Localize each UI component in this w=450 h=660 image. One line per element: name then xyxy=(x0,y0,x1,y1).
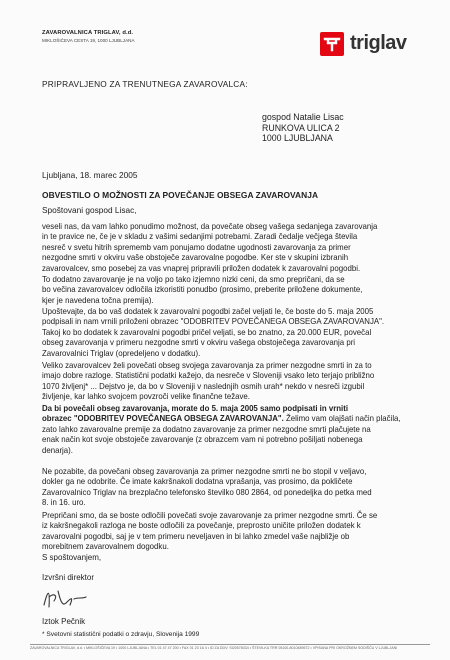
paragraph-reminder: Ne pozabite, da povečani obseg zavarovanja za primer nezgodne smrti ne bo stopil v veljavo, dokler ga ne odobrite. Če imate kakršnakoli dodatna vprašanja, vas prosimo, da pokličete Zavarovalnico Triglav na brezplačno telefonsko številko 080 2864, od ponedeljka do petka med 8. in 16. uro. xyxy=(42,467,372,508)
paragraph-conclusion: Prepričani smo, da se boste odločili povečati svoje zavarovanje za primer nezgodne smrti. Če se iz kakršnegakoli razloga ne boste odločili za povečanje, preprosto uničite priložen dodatek k zavarovalni pogodbi, saj je v tem primeru neveljaven in bi lahko zmedel vaše najbližje ob morebitnem zavarovalnem dogodku. xyxy=(42,511,378,552)
signature xyxy=(40,585,100,613)
recipient-city: 1000 LJUBLJANA xyxy=(262,133,333,144)
triglav-logo-icon xyxy=(320,32,344,56)
footer-divider xyxy=(30,644,430,645)
recipient-street: RUNKOVA ULICA 2 xyxy=(262,122,340,133)
salutation: Spoštovani gospod Lisac, xyxy=(42,205,137,215)
paragraph-intro: veseli nas, da vam lahko ponudimo možnost, da povečate obseg vašega sedanjega zavarovanja in te pravice ne, če je v skladu z vašimi sedanjimi potrebami. Zaradi čedalje večjega števila nesreč v svetu hitrih sprememb vam ponujamo dodatne ugodnosti zavarovanja za primer nezgodne smrti v okviru vaše obstoječe zavarovalne pogodbe. Ker ste v skupini izbranih zavarovalcev, smo posebej za vas vnaprej pripravili priložen dodatek k zavarovalni pogodbi. xyxy=(42,222,378,273)
recipient-address xyxy=(262,112,344,144)
letter-subject: OBVESTILO O MOŽNOSTI ZA POVEČANJE OBSEGA ZAVAROVANJA xyxy=(42,190,319,200)
footnote: * Svetovni statistični podatki o zdravju, Slovenija 1999 xyxy=(42,631,200,638)
recipient-name: gospod Natalie Lisac xyxy=(262,112,344,122)
paragraph-statistics: Veliko zavarovalcev želi povečati obseg svojega zavarovanja za primer nezgodne smrti in za to imajo dobre razloge. Statistični podatki kažejo, da nesreče v Sloveniji vsako leto terjajo približno 1070 življenj* ... Dejstvo je, da bo v Sloveniji v naslednjih osmih urah* nekdo v nesreči izgubil življenje, kar lahko svojcem povzroči velike finančne težave. xyxy=(42,361,375,402)
paragraph-action xyxy=(42,404,427,456)
paragraph-action-emphasis: Da bi povečali obseg zavarovanja, morate do 5. maja 2005 samo podpisati in vrniti obrazec "ODOBRITEV POVEČANEGA OBSEGA ZAVAROVANJA". xyxy=(42,404,349,424)
company-address: MIKLOŠIČEVA CESTA 19, 1000 LJUBLJANA xyxy=(42,38,135,43)
paragraph-action-rest: Želimo vam olajšati način plačila, zato lahko zavarovalne premije za dodatno zavarovanje za primer nezgodne smrti plačujete na enak način kot svoje obstoječe zavarovanje (z obrazcem vam ni potrebno pošiljati nobenega denarja). xyxy=(42,414,401,455)
footer-legal: ZAVAROVALNICA TRIGLAV, d.d. • MIKLOŠIČEVA 19 • 1000 LJUBLJANA • TEL 01 47 47 200 • FAX 01 23 16 4 • ID ZA DDV: SI20578334 • ŠTEVILKA TRR 05100-8010489572 • VPISANA PRI OKROŽNEM SODIŠČU V LJUBLJANI xyxy=(30,646,398,650)
signer-name: Iztok Pečnik xyxy=(42,617,86,626)
prepared-for-label: PRIPRAVLJENO ZA TRENUTNEGA ZAVAROVALCA: xyxy=(42,79,248,89)
closing: S spoštovanjem, xyxy=(42,553,102,562)
paragraph-validity: Upoštevajte, da bo vaš dodatek k zavarovalni pogodbi začel veljati le, če boste do 5. maja 2005 podpisali in nam vrnili priloženi obrazec "ODOBRITEV POVEČANEGA OBSEGA ZAVAROVANJA". Takoj ko bo dodatek k zavarovalni pogodbi pričel veljati, se bo znatno, za 20.000 EUR, povečal obseg zavarovanja v primeru nezgodne smrti v okviru vašega obstoječega zavarovanja pri Zavarovalnici Triglav (opredeljeno v dodatku). xyxy=(42,307,385,358)
letter-date: Ljubljana, 18. marec 2005 xyxy=(42,170,138,180)
signer-title: Izvršni direktor xyxy=(42,573,95,582)
logo-wordmark: triglav xyxy=(350,32,407,54)
paragraph-price: To dodatno zavarovanje je na voljo po tako izjemno nizki ceni, da smo prepričani, da se bo večina zavarovalcev odločila izkoristiti ponudbo (prosimo, preberite priložene dokumente, kjer je navedena točna premija). xyxy=(42,275,363,305)
triglav-logo xyxy=(320,30,430,60)
company-name: ZAVAROVALNICA TRIGLAV, d.d. xyxy=(42,30,134,36)
